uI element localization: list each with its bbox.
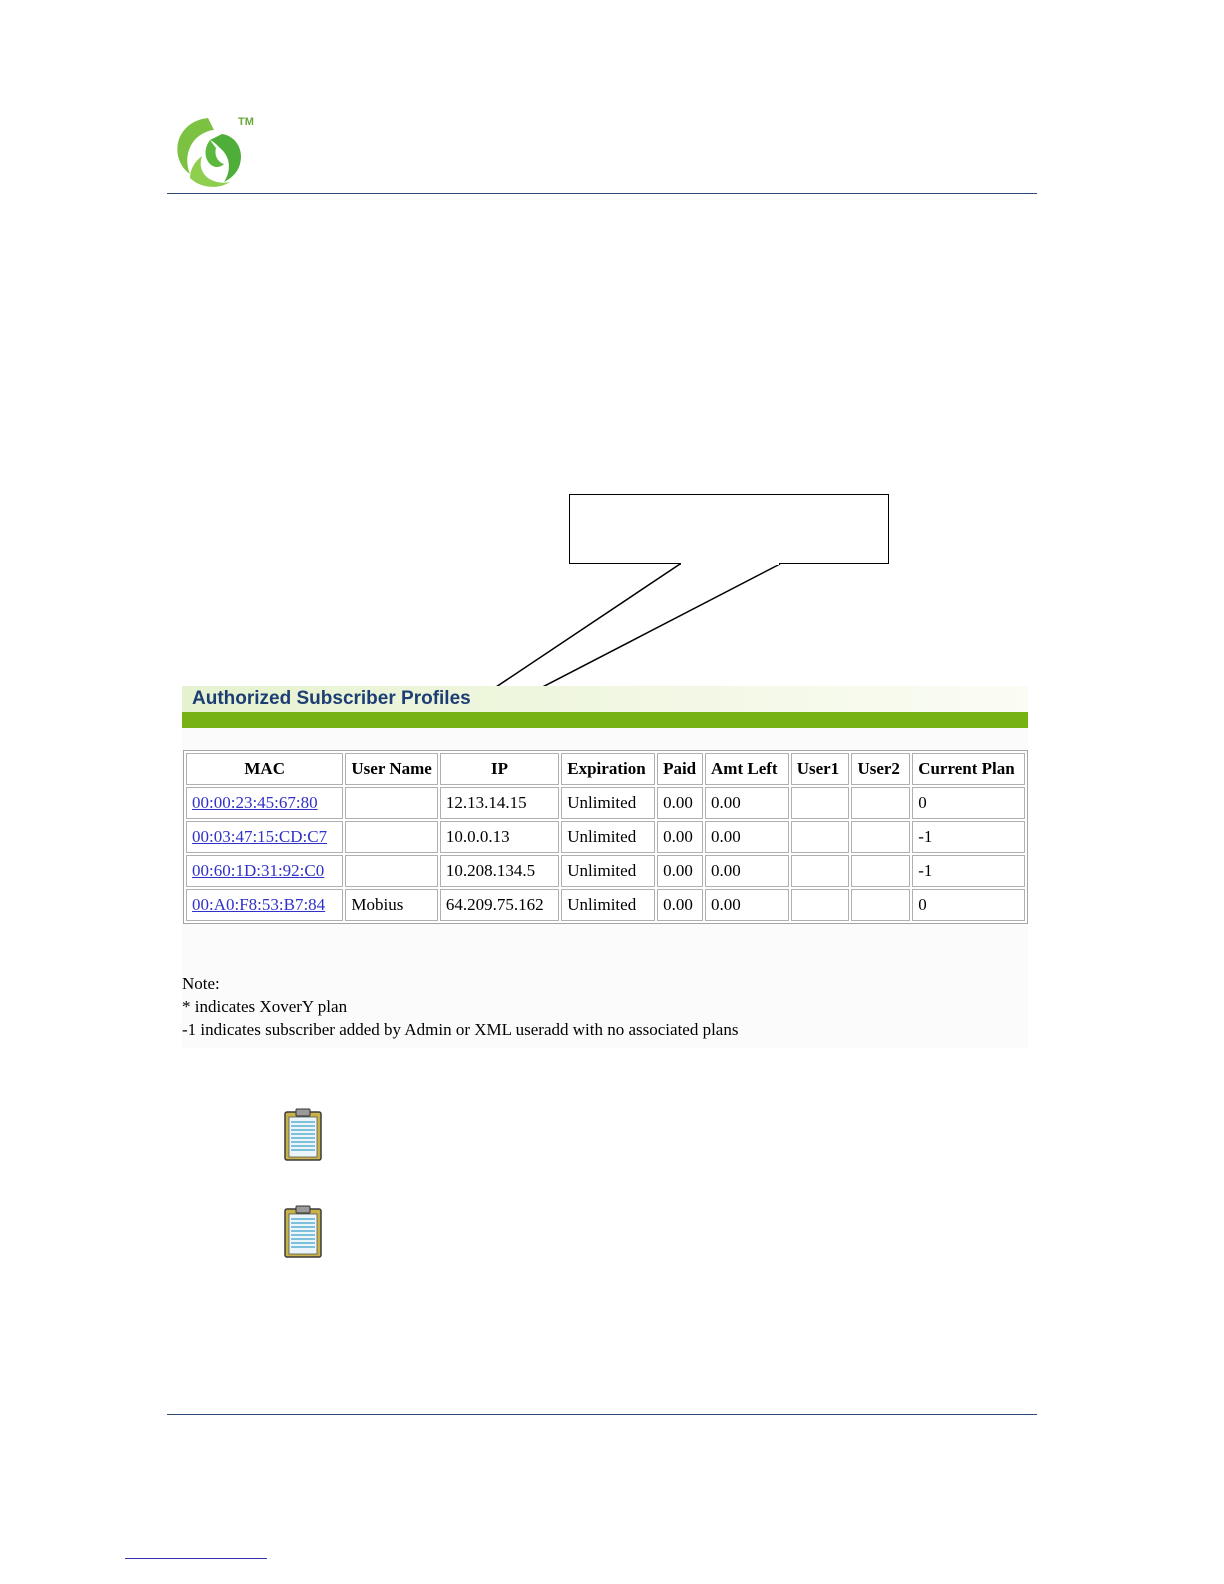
col-expiration: Expiration (561, 753, 655, 785)
notepad-icon (283, 1108, 323, 1162)
header-rule (167, 193, 1037, 194)
callout-box (569, 494, 889, 564)
notepad-icon (283, 1205, 323, 1259)
table-notes (182, 972, 738, 1041)
user2-cell (851, 889, 910, 921)
table-row (186, 855, 1025, 887)
user1-cell (791, 855, 850, 887)
ip-cell: 12.13.14.15 (440, 787, 559, 819)
col-amt-left: Amt Left (705, 753, 789, 785)
table-header-row (186, 753, 1025, 785)
footer-rule (167, 1414, 1037, 1415)
footer-link-underline (125, 1558, 267, 1559)
paid-cell: 0.00 (657, 787, 703, 819)
user2-cell (851, 787, 910, 819)
username-cell: Mobius (345, 889, 437, 921)
table-row (186, 787, 1025, 819)
paid-cell: 0.00 (657, 855, 703, 887)
username-cell (345, 821, 437, 853)
paid-cell: 0.00 (657, 889, 703, 921)
user2-cell (851, 855, 910, 887)
mac-link[interactable]: 00:A0:F8:53:B7:84 (192, 895, 326, 914)
col-ip: IP (440, 753, 559, 785)
user1-cell (791, 821, 850, 853)
ip-cell: 10.208.134.5 (440, 855, 559, 887)
user2-cell (851, 821, 910, 853)
col-username: User Name (345, 753, 437, 785)
amt-left-cell: 0.00 (705, 787, 789, 819)
col-current-plan: Current Plan (912, 753, 1025, 785)
mac-link[interactable]: 00:03:47:15:CD:C7 (192, 827, 328, 846)
ip-cell: 64.209.75.162 (440, 889, 559, 921)
amt-left-cell: 0.00 (705, 821, 789, 853)
expiration-cell: Unlimited (561, 821, 655, 853)
plan-cell: -1 (912, 821, 1025, 853)
username-cell (345, 787, 437, 819)
expiration-cell: Unlimited (561, 889, 655, 921)
mac-link[interactable]: 00:00:23:45:67:80 (192, 793, 318, 812)
subscriber-table (183, 750, 1028, 924)
plan-cell: -1 (912, 855, 1025, 887)
plan-cell: 0 (912, 787, 1025, 819)
table-row (186, 889, 1025, 921)
panel-green-bar (182, 712, 1028, 728)
plan-cell: 0 (912, 889, 1025, 921)
col-mac: MAC (186, 753, 343, 785)
col-user1: User1 (791, 753, 850, 785)
trademark-mark: TM (238, 116, 254, 128)
username-cell (345, 855, 437, 887)
note-heading: Note: (182, 974, 220, 993)
col-paid: Paid (657, 753, 703, 785)
user1-cell (791, 787, 850, 819)
note-minus-one: -1 indicates subscriber added by Admin or XML useradd with no associated plans (182, 1020, 739, 1039)
user1-cell (791, 889, 850, 921)
amt-left-cell: 0.00 (705, 889, 789, 921)
ip-cell: 10.0.0.13 (440, 821, 559, 853)
expiration-cell: Unlimited (561, 787, 655, 819)
table-row (186, 821, 1025, 853)
note-xovery: * indicates XoverY plan (182, 997, 348, 1016)
mac-link[interactable]: 00:60:1D:31:92:C0 (192, 861, 325, 880)
col-user2: User2 (851, 753, 910, 785)
expiration-cell: Unlimited (561, 855, 655, 887)
amt-left-cell: 0.00 (705, 855, 789, 887)
panel-title: Authorized Subscriber Profiles (192, 688, 471, 709)
paid-cell: 0.00 (657, 821, 703, 853)
subscriber-profiles-panel (182, 686, 1028, 1048)
